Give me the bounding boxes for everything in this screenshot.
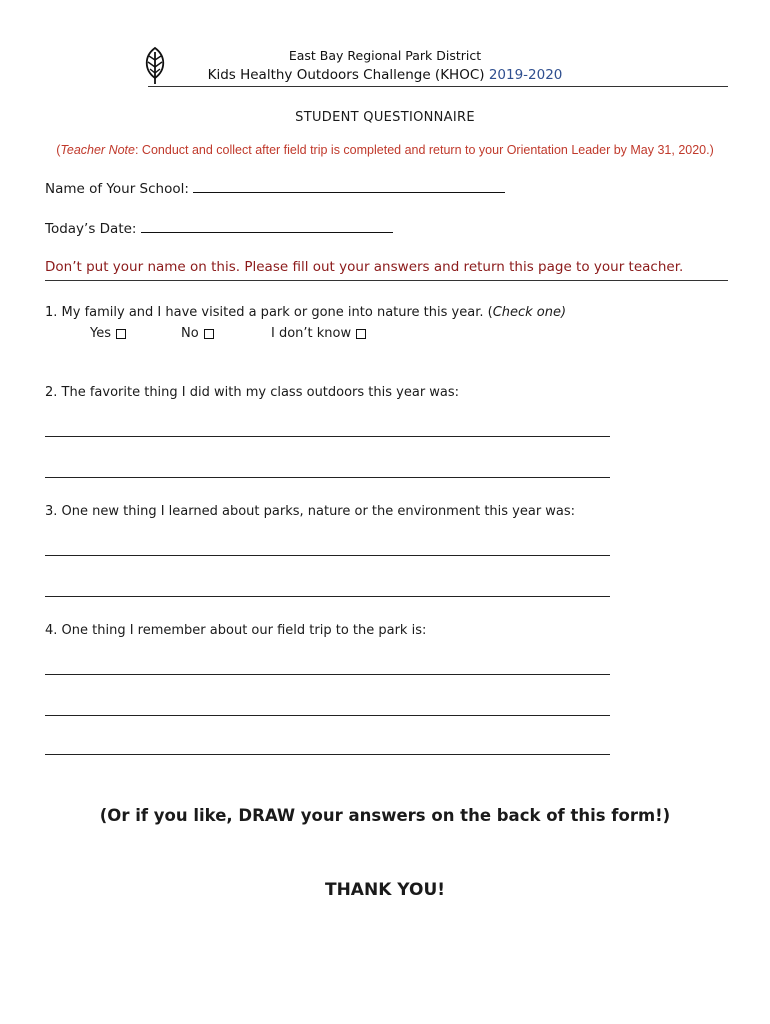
header-org: East Bay Regional Park District [288, 48, 482, 63]
date-input-line[interactable] [141, 231, 393, 233]
school-label: Name of Your School: [45, 181, 189, 197]
date-field [45, 221, 393, 237]
teacher-note-text: : Conduct and collect after field trip is completed and return to your Orientation Leader by May 31, 2020.) [134, 143, 714, 157]
question-3: 3. One new thing I learned about parks, nature or the environment this year was: [45, 504, 576, 519]
answer-line[interactable] [45, 715, 610, 716]
date-label: Today’s Date: [45, 221, 137, 237]
answer-line[interactable] [45, 754, 610, 755]
question-1-text: 1. My family and I have visited a park or gone into nature this year. ( [45, 305, 493, 320]
question-2: 2. The favorite thing I did with my class outdoors this year was: [45, 385, 460, 400]
question-1-hint: Check one) [492, 305, 567, 320]
teacher-note [0, 143, 770, 157]
checkbox-dont-know[interactable] [356, 329, 366, 339]
program-name: Kids Healthy Outdoors Challenge (KHOC) [207, 67, 485, 83]
answer-line[interactable] [45, 674, 610, 675]
option-yes[interactable] [90, 326, 126, 341]
option-yes-label: Yes [90, 326, 111, 341]
thank-you: THANK YOU! [324, 880, 445, 900]
option-dont-know-label: I don’t know [271, 326, 352, 341]
header-program [0, 67, 770, 83]
teacher-note-paren: ( [56, 143, 61, 157]
answer-line[interactable] [45, 477, 610, 478]
checkbox-no[interactable] [204, 329, 214, 339]
header-divider [148, 86, 728, 87]
option-no-label: No [181, 326, 199, 341]
draw-note: (Or if you like, DRAW your answers on the back of this form!) [99, 806, 671, 825]
school-input-line[interactable] [193, 191, 505, 193]
answer-line[interactable] [45, 436, 610, 437]
warning-text: Don’t put your name on this. Please fill out your answers and return this page to your teacher. [45, 259, 684, 275]
option-no[interactable] [181, 326, 214, 341]
warning-divider [45, 280, 728, 281]
question-1 [45, 305, 566, 320]
question-4: 4. One thing I remember about our field trip to the park is: [45, 623, 427, 638]
checkbox-yes[interactable] [116, 329, 126, 339]
option-dont-know[interactable] [271, 326, 366, 341]
answer-line[interactable] [45, 555, 610, 556]
school-field [45, 181, 505, 197]
answer-line[interactable] [45, 596, 610, 597]
teacher-note-label: Teacher Note [60, 143, 135, 157]
program-year: 2019-2020 [488, 67, 563, 83]
page-title: STUDENT QUESTIONNAIRE [295, 110, 475, 125]
